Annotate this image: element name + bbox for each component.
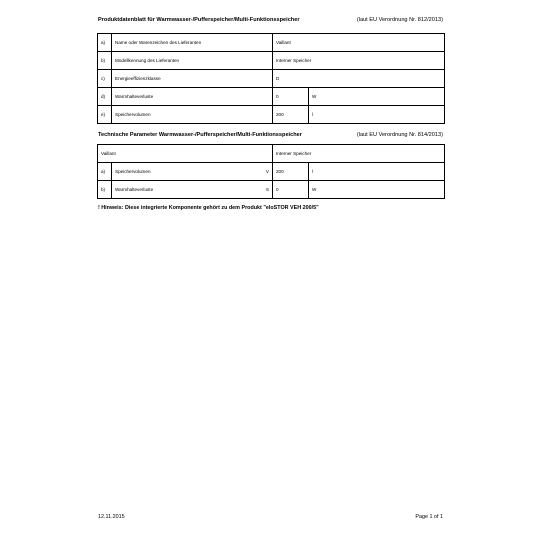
footer-page-number: Page 1 of 1 <box>415 514 443 520</box>
row-value: D <box>273 70 445 88</box>
row-symbol: V <box>265 169 269 174</box>
row-value: 200 <box>273 106 309 124</box>
row-label-cell <box>112 163 273 181</box>
row-label: Warmhalteverluste <box>115 187 154 192</box>
product-datasheet-table <box>97 33 445 124</box>
row-index: e) <box>98 106 112 124</box>
row-symbol: S <box>265 187 269 192</box>
section1-title: Produktdatenblatt für Warmwasser-/Pufferspeicher/Multi-Funktionsspeicher <box>98 17 300 23</box>
row-label: Modellkennung des Lieferanten <box>112 52 273 70</box>
row-index: a) <box>98 163 112 181</box>
row-value: 200 <box>273 163 309 181</box>
table-header-row <box>98 145 445 163</box>
section2-heading <box>98 132 443 138</box>
row-label: Energieeffizienzklasse <box>112 70 273 88</box>
row-index: c) <box>98 70 112 88</box>
section1-heading <box>98 17 443 23</box>
model-cell: Interner Speicher <box>273 145 445 163</box>
table-row <box>98 106 445 124</box>
hint-text: ! Hinweis: Diese integrierte Komponente gehört zu dem Produkt "eloSTOR VEH 200/5" <box>98 205 319 211</box>
technical-parameters-table <box>97 144 445 199</box>
row-unit: W <box>309 88 445 106</box>
table-row <box>98 70 445 88</box>
row-label: Name oder Warenzeichen des Lieferanten <box>112 34 273 52</box>
section2-regulation: (laut EU Verordnung Nr. 814/2013) <box>356 132 443 138</box>
table-row <box>98 88 445 106</box>
table-row <box>98 163 445 181</box>
section2-title: Technische Parameter Warmwasser-/Pufferspeicher/Multi-Funktionsspeicher <box>98 132 302 138</box>
row-index: d) <box>98 88 112 106</box>
supplier-cell: Vaillant <box>98 145 273 163</box>
footer-date: 12.11.2015 <box>98 514 125 520</box>
section1-regulation: (laut EU Verordnung Nr. 812/2013) <box>356 17 443 23</box>
table-row <box>98 181 445 199</box>
row-index: b) <box>98 181 112 199</box>
row-label: Warmhalteverluste <box>112 88 273 106</box>
row-unit: W <box>309 181 445 199</box>
row-unit: l <box>309 163 445 181</box>
row-value: 0 <box>273 88 309 106</box>
row-index: b) <box>98 52 112 70</box>
table-row <box>98 34 445 52</box>
row-label: Speichervolumen <box>115 169 151 174</box>
table-row <box>98 52 445 70</box>
row-label: Speichervolumen <box>112 106 273 124</box>
row-index: a) <box>98 34 112 52</box>
row-value: Vaillant <box>273 34 445 52</box>
row-unit: l <box>309 106 445 124</box>
row-value: 0 <box>273 181 309 199</box>
row-label-cell <box>112 181 273 199</box>
row-value: Interner Speicher <box>273 52 445 70</box>
